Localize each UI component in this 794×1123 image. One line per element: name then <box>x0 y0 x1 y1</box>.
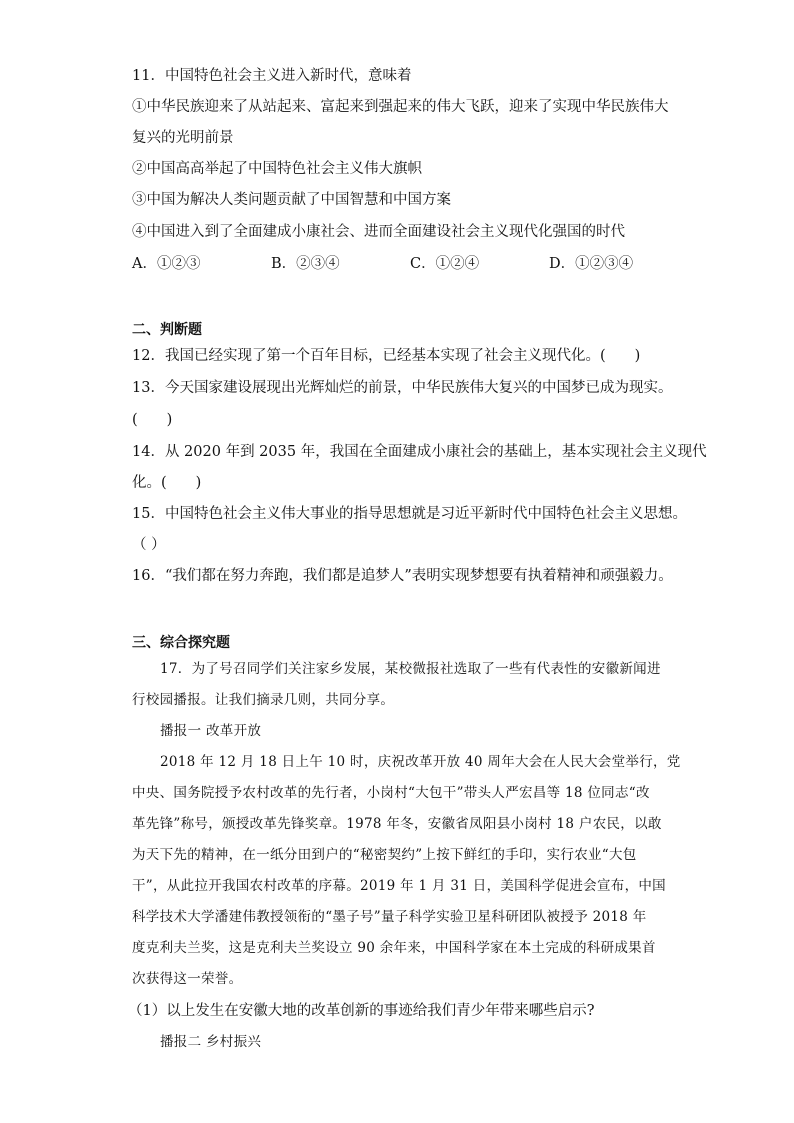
question-14-cont: 化。( ) <box>132 475 202 491</box>
question-17-intro: 17．为了号召同学们关注家乡发展，某校微报社选取了一些有代表性的安徽新闻进 <box>160 661 661 677</box>
question-15-cont: （ ） <box>132 537 166 553</box>
question-11-option-1: ①中华民族迎来了从站起来、富起来到强起来的伟大飞跃，迎来了实现中华民族伟大 <box>132 99 669 115</box>
bulletin-1-paragraph-line-8: 次获得这一荣誉。 <box>132 971 243 987</box>
bulletin-1-paragraph-line-4: 为天下先的精神，在一纸分田到户的“秘密契约”上按下鲜红的手印，实行农业“大包 <box>132 847 637 863</box>
bulletin-1-paragraph-line-6: 科学技术大学潘建伟教授领衔的“墨子号”量子科学实验卫星科研团队被授予 2018 年 <box>132 909 647 925</box>
bulletin-2-title: 播报二 乡村振兴 <box>160 1034 262 1050</box>
question-15: 15．中国特色社会主义伟大事业的指导思想就是习近平新时代中国特色社会主义思想。 <box>132 506 687 522</box>
sub-question-1: （1）以上发生在安徽大地的改革创新的事迹给我们青少年带来哪些启示? <box>128 1003 595 1019</box>
bulletin-1-paragraph-line-3: 革先锋”称号，颁授改革先锋奖章。1978 年冬，安徽省凤阳县小岗村 18 户农民，以敢 <box>132 816 662 832</box>
choice-b: B．②③④ <box>271 256 340 272</box>
choice-c: C．①②④ <box>410 256 480 272</box>
bulletin-1-paragraph-line-7: 度克利夫兰奖，这是克利夫兰奖设立 90 余年来，中国科学家在本土完成的科研成果首 <box>132 940 656 956</box>
choice-a: A．①②③ <box>132 256 201 272</box>
question-12: 12．我国已经实现了第一个百年目标，已经基本实现了社会主义现代化。( ) <box>132 348 641 364</box>
bulletin-1-title: 播报一 改革开放 <box>160 723 262 739</box>
choice-d: D．①②③④ <box>549 256 634 272</box>
section-3-heading: 三、综合探究题 <box>132 635 230 651</box>
question-13: 13．今天国家建设展现出光辉灿烂的前景，中华民族伟大复兴的中国梦已成为现实。 <box>132 380 673 396</box>
question-11-option-2: ②中国高高举起了中国特色社会主义伟大旗帜 <box>132 161 422 177</box>
bulletin-1-paragraph-line-5: 干”，从此拉开我国农村改革的序幕。2019 年 1 月 31 日，美国科学促进会宣布，中国 <box>132 878 666 894</box>
question-16: 16．“我们都在努力奔跑，我们都是追梦人”表明实现梦想要有执着精神和顽强毅力。 <box>132 568 673 584</box>
question-17-intro-cont: 行校园播报。让我们摘录几则，共同分享。 <box>132 692 395 708</box>
section-2-heading: 二、判断题 <box>132 322 202 338</box>
question-11-option-3: ③中国为解决人类问题贡献了中国智慧和中国方案 <box>132 192 451 208</box>
question-11-option-1-cont: 复兴的光明前景 <box>132 130 234 146</box>
question-11-option-4: ④中国进入到了全面建成小康社会、进而全面建设社会主义现代化强国的时代 <box>132 224 625 240</box>
question-13-cont: ( ) <box>132 412 173 428</box>
question-11-stem: 11．中国特色社会主义进入新时代，意味着 <box>132 68 412 84</box>
bulletin-1-paragraph: 2018 年 12 月 18 日上午 10 时，庆祝改革开放 40 周年大会在人民大会堂举行，党 <box>160 754 681 770</box>
bulletin-1-paragraph-line-2: 中央、国务院授予农村改革的先行者，小岗村“大包干”带头人严宏昌等 18 位同志“改 <box>132 785 650 801</box>
question-14: 14．从 2020 年到 2035 年，我国在全面建成小康社会的基础上，基本实现社会主义现代 <box>132 444 707 460</box>
